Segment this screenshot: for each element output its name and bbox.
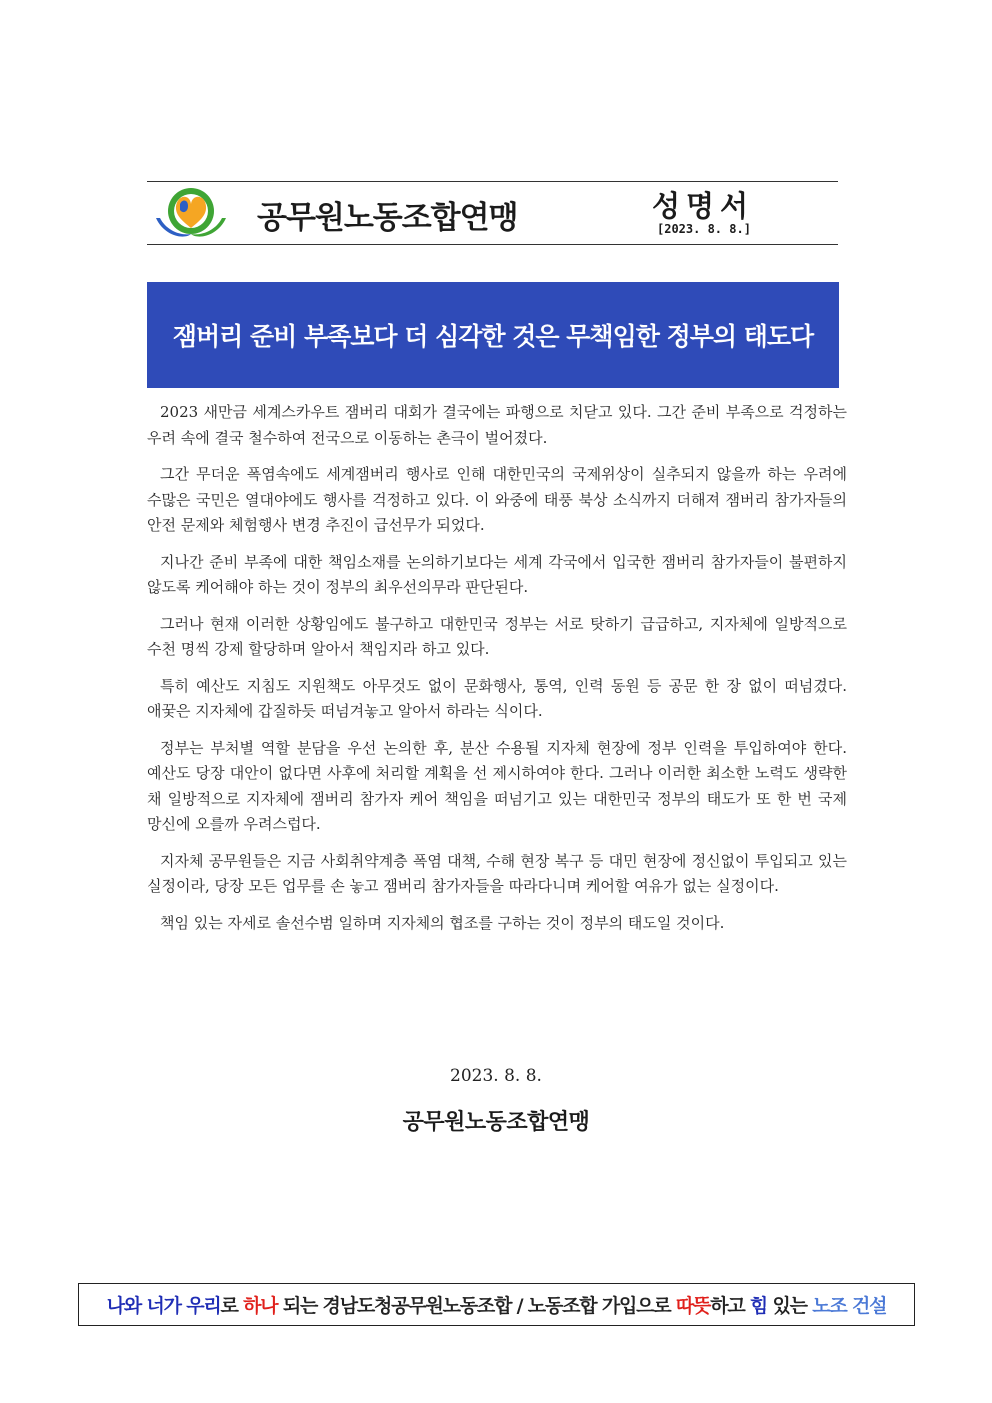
body-paragraph: 지나간 준비 부족에 대한 책임소재를 논의하기보다는 세계 각국에서 입국한 잼버리 참가자들이 불편하지 않도록 케어해야 하는 것이 정부의 최우선의무라 판단된다. (147, 552, 847, 596)
slogan-segment: 노조 건설 (812, 1295, 887, 1317)
slogan-segment: 하나 (243, 1295, 278, 1317)
body-paragraph: 2023 새만금 세계스카우트 잼버리 대회가 결국에는 파행으로 치닫고 있다. 그간 준비 부족으로 걱정하는 우려 속에 결국 철수하여 전국으로 이동하는 촌극이 벌어졌다. (147, 403, 847, 447)
signature-date: 2023. 8. 8. (450, 1066, 542, 1086)
slogan-segment: 힘 (749, 1295, 768, 1317)
headline-title: 잼버리 준비 부족보다 더 심각한 것은 무책임한 정부의 태도다 (172, 322, 814, 351)
body-paragraph: 책임 있는 자세로 솔선수범 일하며 지자체의 협조를 구하는 것이 정부의 태도일 것이다. (160, 913, 725, 932)
slogan-segment: 나와 너가 우리 (106, 1295, 221, 1317)
document-header (147, 181, 838, 245)
union-logo-icon (150, 184, 232, 242)
slogan-segment: 따뜻 (675, 1295, 711, 1317)
document-date: [2023. 8. 8.] (657, 222, 751, 236)
body-paragraph: 특히 예산도 지침도 지원책도 아무것도 없이 문화행사, 통역, 인력 동원 등 공문 한 장 없이 떠넘겼다. 애꿎은 지자체에 갑질하듯 떠넘겨놓고 알아서 하라는 식이다. (147, 676, 847, 720)
slogan-segment: 되는 경남도청공무원노동조합 / 노동조합 가입으로 (277, 1295, 676, 1317)
slogan-segment: 있는 (767, 1295, 813, 1317)
slogan-segment: 로 (220, 1295, 244, 1317)
body-paragraph: 정부는 부처별 역할 분담을 우선 논의한 후, 분산 수용될 지자체 현장에 정부 인력을 투입하여야 한다. 예산도 당장 대안이 없다면 사후에 처리할 계획을 선 제시하여야 한다. 그러나 이러한 최소한 노력도 생략한 채 일방적으로 지자체에 잼버리 참가자 케어 책임을 떠넘기고 있는 대한민국 정부의 태도가 또 한 번 국제 망신에 오를까 우려스럽다. (147, 738, 847, 833)
headline-banner (147, 282, 839, 388)
org-name: 공무원노동조합연맹 (257, 200, 518, 236)
document-type: 성명서 (652, 189, 755, 223)
body-paragraph: 그러나 현재 이러한 상황임에도 불구하고 대한민국 정부는 서로 탓하기 급급하고, 지자체에 일방적으로 수천 명씩 강제 할당하며 알아서 책임지라 하고 있다. (147, 614, 847, 658)
slogan-segment: 하고 (710, 1295, 750, 1317)
body-paragraph: 그간 무더운 폭염속에도 세계잼버리 행사로 인해 대한민국의 국제위상이 실추되지 않을까 하는 우려에 수많은 국민은 열대야에도 행사를 걱정하고 있다. 이 와중에 태풍 북상 소식까지 더해져 잼버리 참가자들의 안전 문제와 체험행사 변경 추진이 급선무가 되었다. (147, 465, 847, 534)
statement-body (147, 400, 847, 947)
signature-org: 공무원노동조합연맹 (402, 1110, 590, 1135)
footer-slogan (78, 1283, 915, 1326)
body-paragraph: 지자체 공무원들은 지금 사회취약계층 폭염 대책, 수해 현장 복구 등 대민 현장에 정신없이 투입되고 있는 실정이라, 당장 모든 업무를 손 놓고 잼버리 참가자들을 따라다니며 케어할 여유가 없는 실정이다. (147, 851, 847, 895)
